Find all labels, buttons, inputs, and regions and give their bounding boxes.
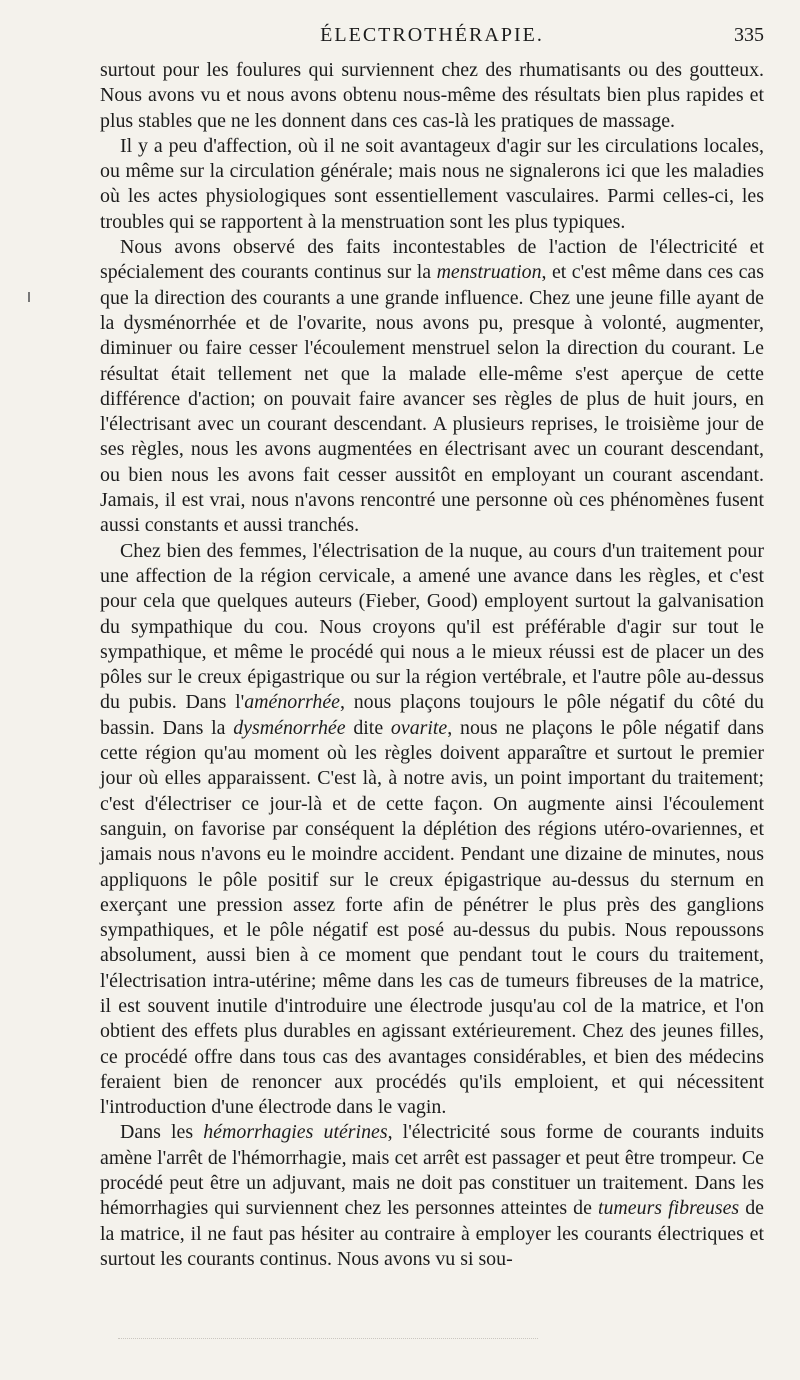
- italic-term: aménorrhée: [244, 691, 340, 714]
- text-run: dite: [345, 716, 391, 739]
- text-run: Dans les: [120, 1121, 204, 1144]
- running-title: ÉLECTROTHÉRAPIE.: [320, 24, 544, 46]
- page-bottom-specks: [118, 1338, 538, 1349]
- text-run: Il y a peu d'affection, où il ne soit avantageux d'agir sur les circulations locales, ou même sur la circulation générale; mais nous ne signalerons ici que les maladies où les actes physiologiques sont essentiellement vasculaires. Parmi celles-ci, les troubles qui se rapportent à la menstruation sont les plus typiques.: [100, 134, 764, 233]
- page-number: 335: [734, 24, 764, 46]
- text-run: , et c'est même dans ces cas que la direction des courants a une grande influence. Chez une jeune fille ayant de la dysménorrhée et de l'ovarite, nous avons pu, presque à volonté, augmenter, diminuer ou faire cesser l'écoulement menstruel selon la direction du courant. Le résultat était tellement net que la malade elle-même s'est aperçue de cette différence d'action; on pouvait faire avancer ses règles de plus de huit jours, en l'électrisant avec un courant descendant. A plusieurs reprises, le troisième jour de ses règles, nous les avons augmentées en électrisant avec un courant descendant, ou bien nous les avons fait cesser aussitôt en employant un courant ascendant. Jamais, il est vrai, nous n'avons rencontré une personne où ces phénomènes fusent aussi constants et aussi tranchés.: [100, 261, 765, 537]
- italic-term: ovarite: [390, 716, 448, 739]
- paragraph: [100, 134, 764, 235]
- text-run: , nous plaçons toujours le pôle négatif du côté du bassin. Dans la: [100, 691, 764, 739]
- paragraph: [100, 58, 764, 134]
- margin-mark: [28, 292, 30, 302]
- paragraph: [100, 539, 764, 1121]
- text-run: , l'électricité sous forme de courants induits amène l'arrêt de l'hémorrhagie, mais cet arrêt est passager et peut être trompeur. Ce procédé peut être un adjuvant, mais ne doit pas constituer un traitement. Dans les hémorrhagies qui surviennent chez les personnes atteintes de: [100, 1121, 764, 1220]
- text-run: Chez bien des femmes, l'électrisation de la nuque, au cours d'un traitement pour une affection de la région cervicale, a amené une avance dans les règles, et c'est pour cela que quelques auteurs (Fieber, Good) employent surtout la galvanisation du sympathique du cou. Nous croyons qu'il est préférable d'agir sur tout le sympathique, et même le procédé qui nous a le mieux réussi est de placer un des pôles sur le creux épigastrique ou sur la région vertébrale, et l'autre pôle au-dessus du pubis. Dans l': [100, 539, 764, 714]
- text-run: , nous ne plaçons le pôle négatif dans cette région qu'au moment où les règles doivent apparaître et surtout le premier jour où elles apparaissent. C'est là, à notre avis, un point important du traitement; c'est d'électriser ce jour-là et de cette façon. On augmente ainsi l'écoulement sanguin, on favorise par conséquent la déplétion des régions utéro-ovariennes, et jamais nous n'avons eu le moindre accident. Pendant une dizaine de minutes, nous appliquons le pôle positif sur le creux épigastrique au-dessus du sternum en exerçant une pression assez forte afin de pénétrer le plus près des ganglions sympathiques, et le pôle négatif est posé au-dessus du pubis. Nous repoussons absolument, aussi bien à ce moment que pendant tout le cours du traitement, l'électrisation intra-utérine; même dans les cas de tumeurs fibreuses de la matrice, il est souvent inutile d'introduire une électrode jusqu'au col de la matrice, et l'on obtient des effets plus durables en agissant extérieurement. Chez des jeunes filles, ce procédé offre dans tous cas des avantages considérables, et bien des médecins feraient bien de renoncer aux procédés qu'ils emploient, et qui nécessitent l'introduction d'une électrode dans le vagin.: [100, 716, 764, 1119]
- body-text: [100, 58, 764, 1272]
- italic-term: dysménorrhée: [233, 716, 346, 739]
- paragraph: [100, 1120, 764, 1272]
- text-run: surtout pour les foulures qui surviennent chez des rhumatisants ou des goutteux. Nous avons vu et nous avons obtenu nous-même des résultats bien plus rapides et plus stables que ne les donnent dans ces cas-là les pratiques de massage.: [100, 59, 764, 132]
- italic-term: hémorrhagies utérines: [203, 1121, 388, 1144]
- italic-term: tumeurs fibreuses: [597, 1197, 740, 1220]
- text-run: Nous avons observé des faits incontestables de l'action de l'électricité et spécialement des courants continus sur la: [100, 236, 764, 284]
- page-header: [100, 24, 764, 52]
- paragraph: [100, 235, 764, 539]
- text-run: de la matrice, il ne faut pas hésiter au contraire à employer les courants électriques et surtout les courants continus. Nous avons vu si sou-: [100, 1197, 765, 1270]
- italic-term: menstruation: [436, 261, 542, 284]
